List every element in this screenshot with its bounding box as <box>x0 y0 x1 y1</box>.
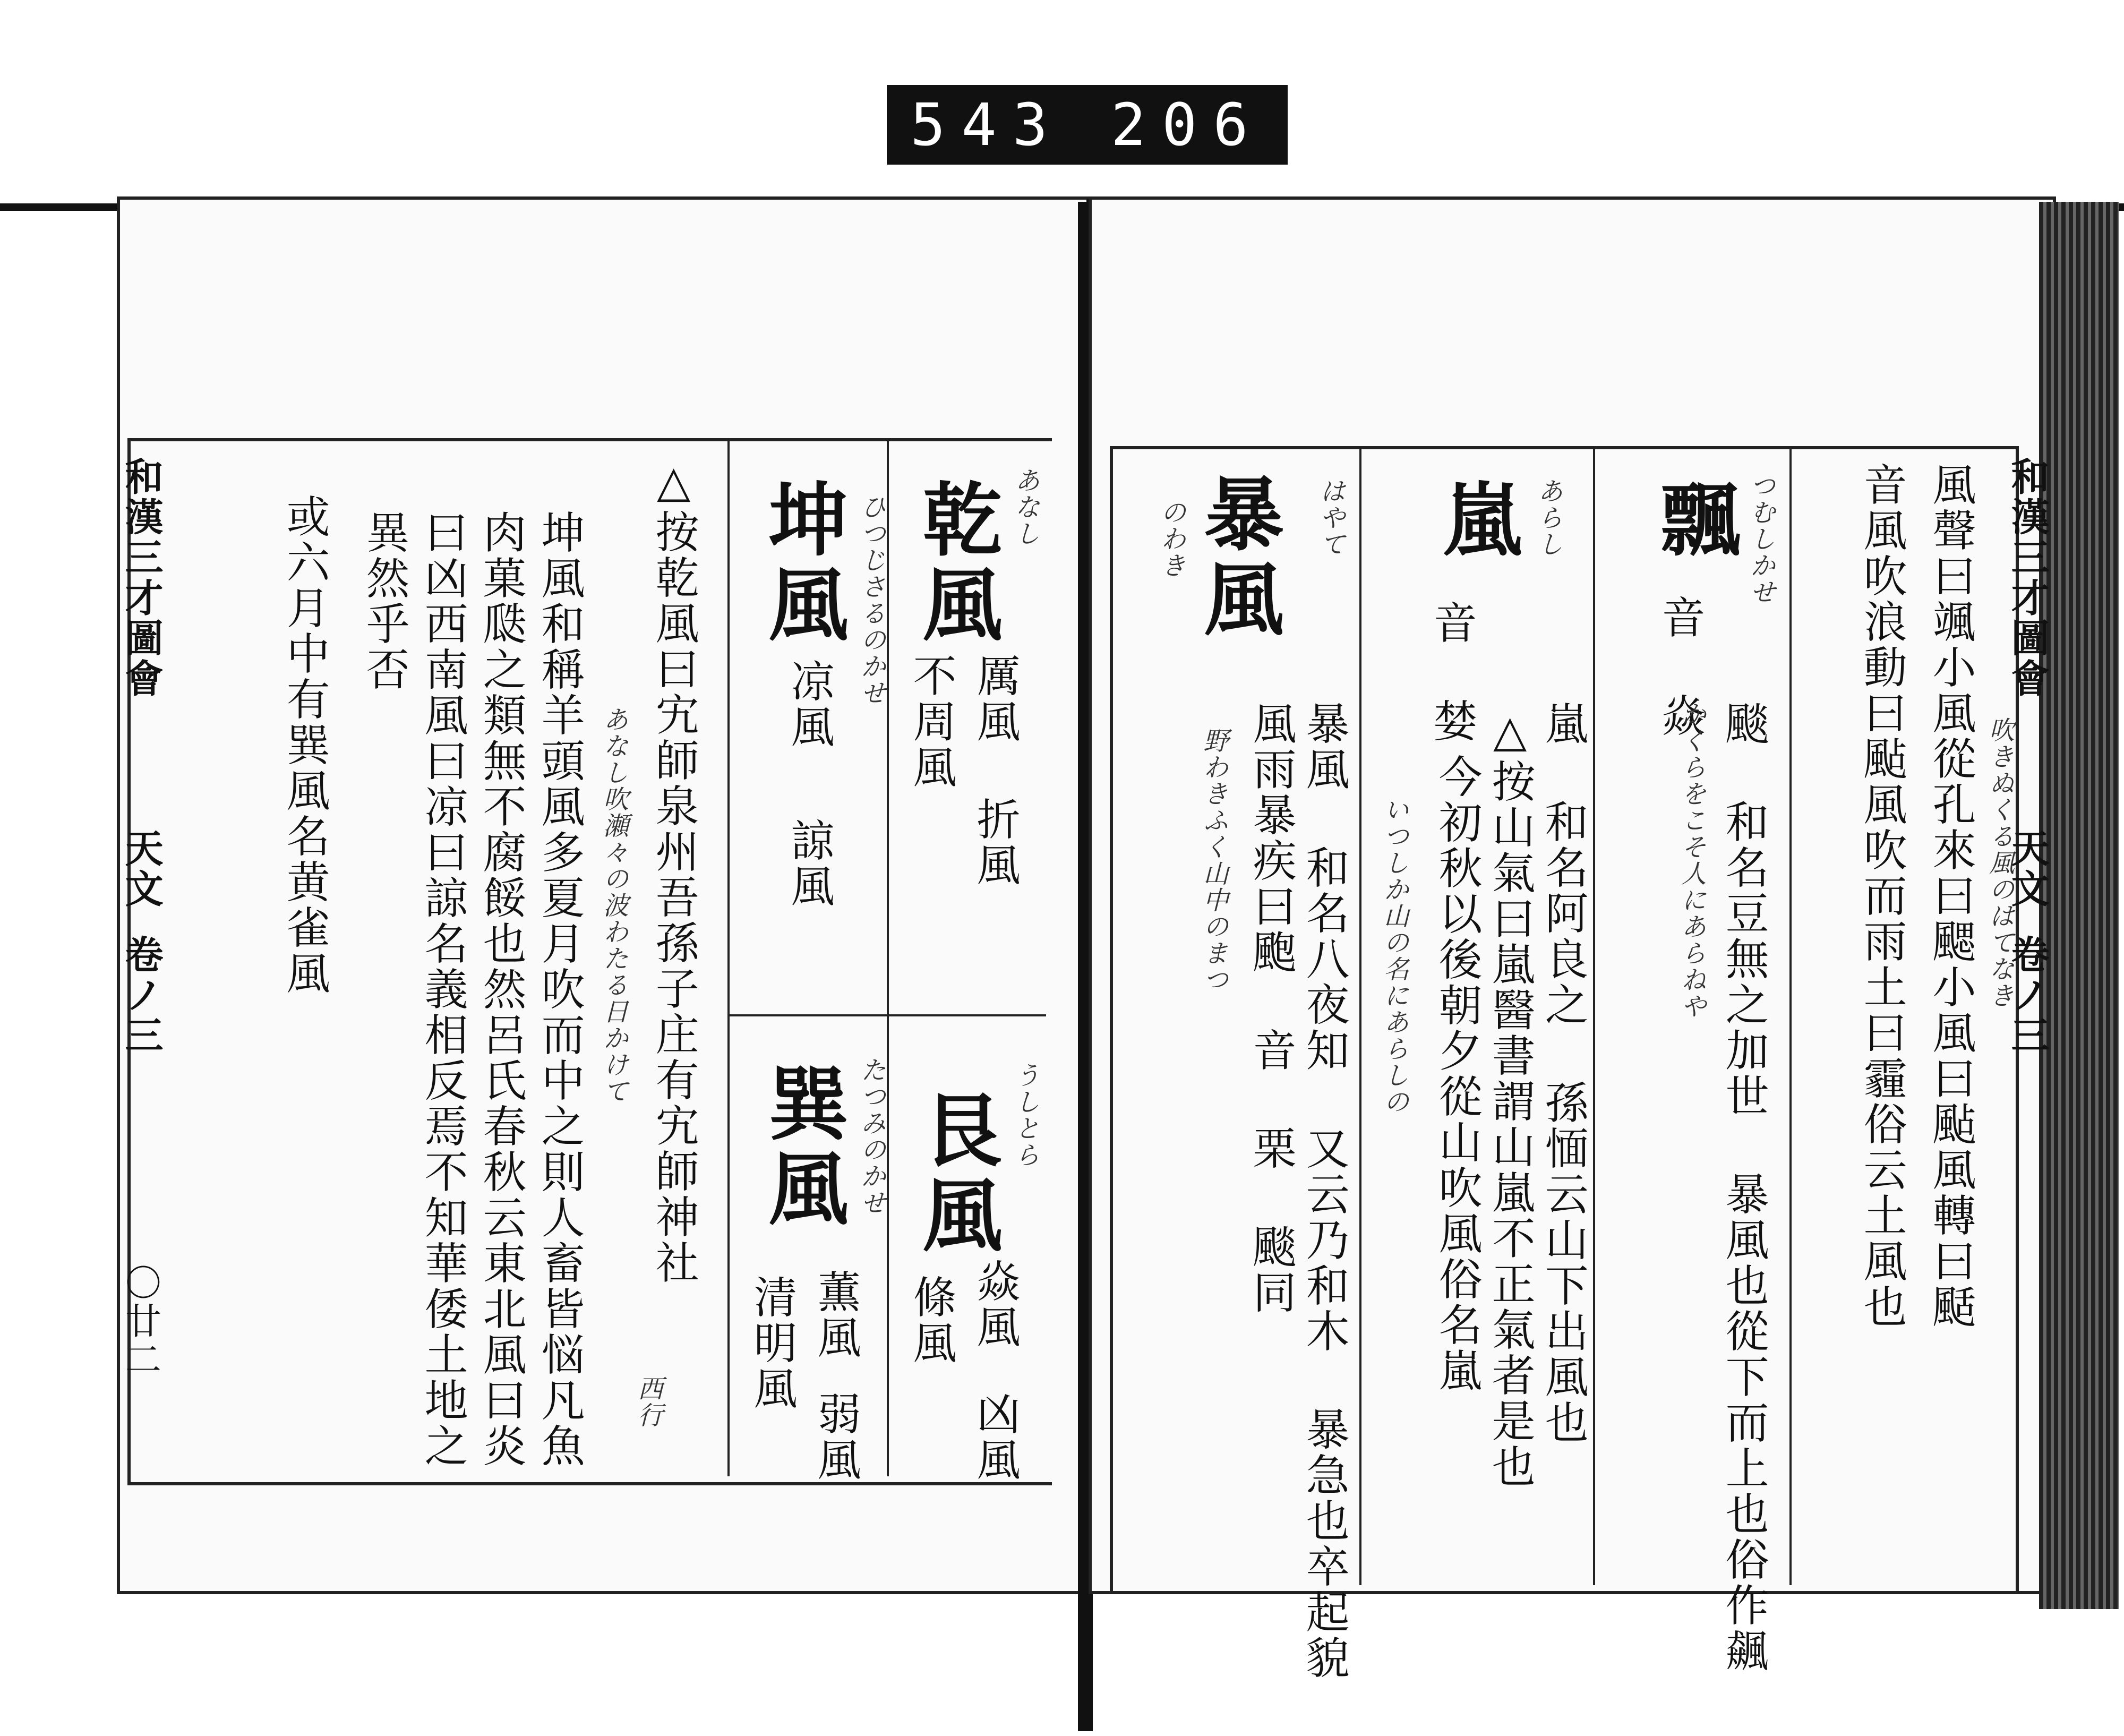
entry-variant: 薫風 <box>810 1269 861 1361</box>
label-left-number: 543 <box>910 91 1064 159</box>
label-right-number: 206 <box>1110 91 1264 159</box>
left-running-head: 和漢三才圖會 <box>118 457 164 699</box>
divider <box>727 1014 1046 1016</box>
right-volume-label: 卷ノ三 <box>2005 935 2050 1056</box>
body-line: 或六月中有巽風名黄雀風 <box>279 494 330 996</box>
entry-heading: 艮風 <box>909 1089 1003 1259</box>
entry-variant: 不周風 <box>906 653 957 790</box>
entry-heading: 坤風 <box>755 478 849 648</box>
entry-variant: 清明風 <box>747 1275 798 1412</box>
divider <box>727 441 730 1476</box>
entry-heading: 嵐 <box>1429 478 1523 563</box>
entry-variant: 凶風 <box>970 1391 1021 1483</box>
body-line: △按乾風曰宄師泉州吾孫子庄有宄師神社 <box>648 457 699 1286</box>
annotation-kana: あなし吹瀬々の波わたる日かけて <box>598 706 629 1105</box>
entry-reading: 音 婪 <box>1426 600 1477 744</box>
divider <box>1789 449 1792 1585</box>
body-line: △按山氣曰嵐醫書謂山嵐不正氣者是也 <box>1485 706 1536 1490</box>
body-line: 風聲曰颯小風從孔來曰颸小風曰颭風轉曰颳 <box>1925 462 1976 1330</box>
body-line: 曰凶西南風曰凉曰諒名義相反焉不知華倭土地之 <box>417 510 468 1469</box>
annotation-kana: いつしか山の名にあらしの <box>1379 797 1409 1115</box>
annotation-kana: かくらをこそ人にあらねや <box>1676 701 1707 1020</box>
body-line: 暴風 和名八夜知 又云乃和木 暴急也卒起貌 <box>1299 701 1350 1681</box>
left-folio: 〇廿二 <box>119 1264 161 1379</box>
body-line: 坤風和稱羊頭風多夏月吹而中之則人畜皆悩凡魚 <box>534 510 585 1469</box>
gloss-kana: はやて <box>1315 478 1346 558</box>
body-line: 今初秋以後朝夕從山吹風俗名嵐 <box>1432 754 1483 1393</box>
divider <box>1593 449 1595 1585</box>
body-line: 嵐 和名阿良之 孫愐云山下出風也 <box>1538 701 1589 1446</box>
entry-heading: 巽風 <box>755 1062 849 1232</box>
archive-label-plate <box>887 85 1288 165</box>
body-line: 風雨暴疾曰颮 音 栗 颷同 <box>1246 701 1297 1315</box>
gloss-kana: ひつじさるのかせ <box>856 494 886 706</box>
entry-variant: 焱風 <box>970 1259 1021 1350</box>
entry-variant: 折風 <box>970 797 1021 888</box>
entry-heading: 暴風 <box>1190 473 1284 643</box>
entry-heading: 乾風 <box>909 478 1003 648</box>
entry-variant: 厲風 <box>970 653 1021 745</box>
gloss-kana: あなし <box>1010 467 1040 547</box>
entry-reading: 音 焱 <box>1655 595 1706 739</box>
entry-variant: 諒風 <box>784 818 835 909</box>
annotation-kana: 吹きぬくる風のはてなき <box>1984 717 2015 1009</box>
left-section-label: 天文 <box>118 828 164 909</box>
entry-variant: 條風 <box>906 1275 957 1366</box>
gloss-kana: つむしかせ <box>1745 473 1776 605</box>
entry-variant: 凉風 <box>784 659 835 750</box>
annotation-kana: 野わきふく山中のまつ <box>1198 728 1229 993</box>
gloss-kana: たつみのかせ <box>856 1057 886 1216</box>
right-running-head: 和漢三才圖會 <box>2005 457 2050 699</box>
gloss-kana: あらし <box>1533 478 1563 558</box>
gloss-kana: のわき <box>1156 499 1186 579</box>
entry-variant: 弱風 <box>810 1391 861 1483</box>
body-line: 音風吹浪動曰颭風吹而雨土曰霾俗云土風也 <box>1856 462 1907 1330</box>
right-section-label: 天文 <box>2005 828 2050 909</box>
divider <box>1359 449 1361 1585</box>
left-volume-label: 卷ノ三 <box>118 935 164 1056</box>
page-edges <box>2039 202 2119 1609</box>
entry-heading: 飄 <box>1647 478 1741 563</box>
divider <box>887 441 889 1476</box>
body-line: 異然乎否 <box>359 510 410 692</box>
annotation-author: 西行 <box>633 1375 663 1429</box>
gloss-kana: うしとら <box>1010 1062 1040 1168</box>
body-line: 颷 和名豆無之加世 暴風也從下而上也俗作飆 <box>1718 701 1769 1674</box>
body-line: 肉菓瓞之類無不腐餒也然呂氏春秋云東北風曰炎 <box>476 510 527 1469</box>
